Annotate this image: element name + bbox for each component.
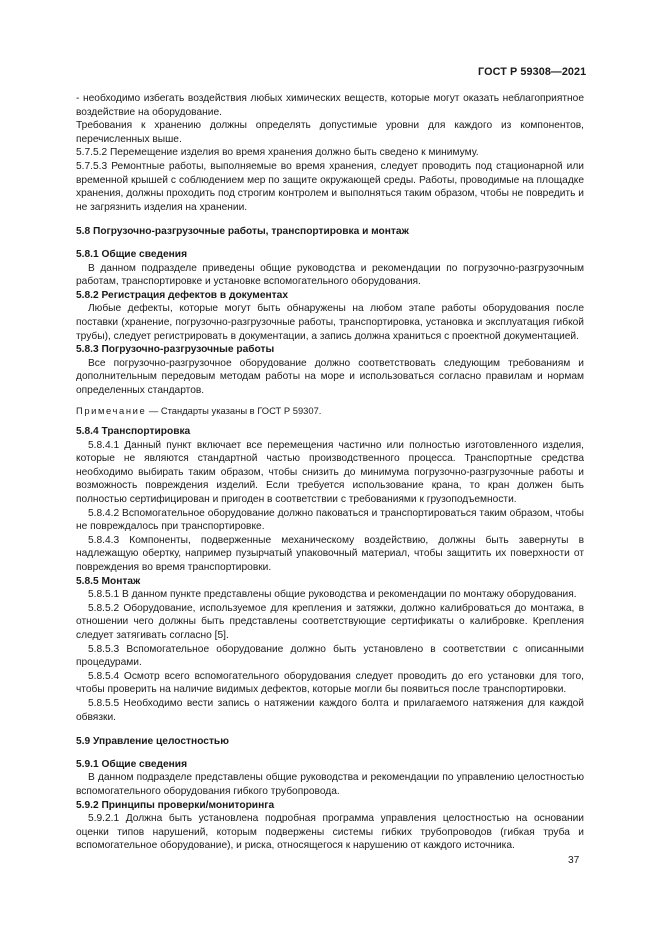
note [76, 404, 584, 418]
subsection-heading: 5.8.5 Монтаж [76, 575, 141, 587]
paragraph: В данном подразделе приведены общие руководства и рекомендации по погрузочно-разгрузочным работам, транспортировке и установке вспомогательного оборудования. [76, 262, 584, 288]
page-number: 37 [568, 855, 580, 866]
document-id: ГОСТ Р 59308—2021 [478, 66, 587, 78]
subsection-heading: 5.8.4 Транспортировка [76, 426, 191, 438]
paragraph: 5.8.5.3 Вспомогательное оборудование должно быть установлено в соответствии с описанными процедурами. [76, 643, 584, 669]
paragraph: 5.7.5.2 Перемещение изделия во время хранения должно быть сведено к минимуму. [76, 147, 479, 159]
page-body [76, 92, 584, 853]
paragraph: 5.8.5.1 В данном пункте представлены общие руководства и рекомендации по монтажу оборудования. [88, 589, 577, 601]
paragraph: Все погрузочно-разгрузочное оборудование должно соответствовать следующим требованиям и дополнительным передовым методам работы на море и использоваться согласно правилам и нормам определенных стандартов. [76, 357, 584, 396]
paragraph: 5.8.4.1 Данный пункт включает все перемещения частично или полностью изготовленного изделия, которые не являются стандартной частью производственного процесса. Транспортные средства необходимо выбирать таким образом, чтобы снизить до минимума погрузочно-разгрузочные работы и возможность повреждения изделий. Если требуется использование крана, то кран должен быть полностью сертифицирован и пригоден в соответствии с требованиями к грузоподъемности. [76, 439, 584, 506]
paragraph: 5.8.4.2 Вспомогательное оборудование должно паковаться и транспортироваться таким образом, чтобы не повреждалось при транспортировке. [76, 507, 584, 533]
paragraph: 5.8.5.4 Осмотр всего вспомогательного оборудования следует проводить до его установки для того, чтобы проверить на наличие видимых дефектов, которые могли бы появиться после транспортировки. [76, 670, 584, 696]
subsection-heading: 5.8.1 Общие сведения [76, 248, 188, 260]
paragraph: 5.8.5.2 Оборудование, используемое для крепления и затяжки, должно калиброваться до монтажа, в отношении чего должны быть представлены соответствующие сертификаты о калибровке. Крепления следует затягивать согласно [5]. [76, 602, 584, 641]
subsection-heading: 5.8.2 Регистрация дефектов в документах [76, 289, 288, 301]
paragraph: 5.9.2.1 Должна быть установлена подробная программа управления целостностью на основании оценки типов нарушений, которым подвержены системы гибких трубопроводов (гибкая труба и вспомогательное оборудование), и риска, относящегося к нарушению от каждого источника. [76, 813, 584, 852]
paragraph: 5.8.5.5 Необходимо вести запись о натяжении каждого болта и прилагаемого натяжения для каждой обвязки. [76, 697, 584, 723]
subsection-heading: 5.8.3 Погрузочно-разгрузочные работы [76, 344, 275, 356]
paragraph: - необходимо избегать воздействия любых химических веществ, которые могут оказать неблагоприятное воздействие на оборудование. [76, 93, 584, 118]
subsection-heading: 5.9.1 Общие сведения [76, 758, 188, 770]
section-heading: 5.9 Управление целостностью [76, 736, 229, 748]
paragraph: 5.7.5.3 Ремонтные работы, выполняемые во время хранения, следует проводить под стационарной или временной крышей с соблюдением мер по защите окружающей среды. Работы, проводимые на площадке хранения, должны проходить под строгим контролем и выполняться таким образом, чтобы не повредить и не загрязнить изделия на хранении. [76, 160, 584, 213]
paragraph: 5.8.4.3 Компоненты, подверженные механическому воздействию, должны быть завернуты в надлежащую обертку, например пузырчатый упаковочный материал, чтобы защитить их поверхности от повреждения во время транспортировки. [76, 534, 584, 573]
paragraph: Любые дефекты, которые могут быть обнаружены на любом этапе работы оборудования после поставки (хранение, погрузочно-разгрузочные работы, транспортировка, установка и эксплуатация гибкой трубы), следует регистрировать в документации, а запись должна храниться с проектной документацией. [76, 303, 584, 342]
paragraph: В данном подразделе представлены общие руководства и рекомендации по управлению целостностью вспомогательного оборудования гибкого трубопровода. [76, 772, 584, 797]
note-text: — Стандарты указаны в ГОСТ Р 59307. [146, 405, 322, 417]
subsection-heading: 5.9.2 Принципы проверки/мониторинга [76, 799, 275, 811]
note-label: Примечание [76, 405, 147, 417]
section-heading: 5.8 Погрузочно-разгрузочные работы, транспортировка и монтаж [76, 226, 409, 238]
paragraph: Требования к хранению должны определять допустимые уровни для каждого из компонентов, перечисленных выше. [76, 120, 584, 145]
